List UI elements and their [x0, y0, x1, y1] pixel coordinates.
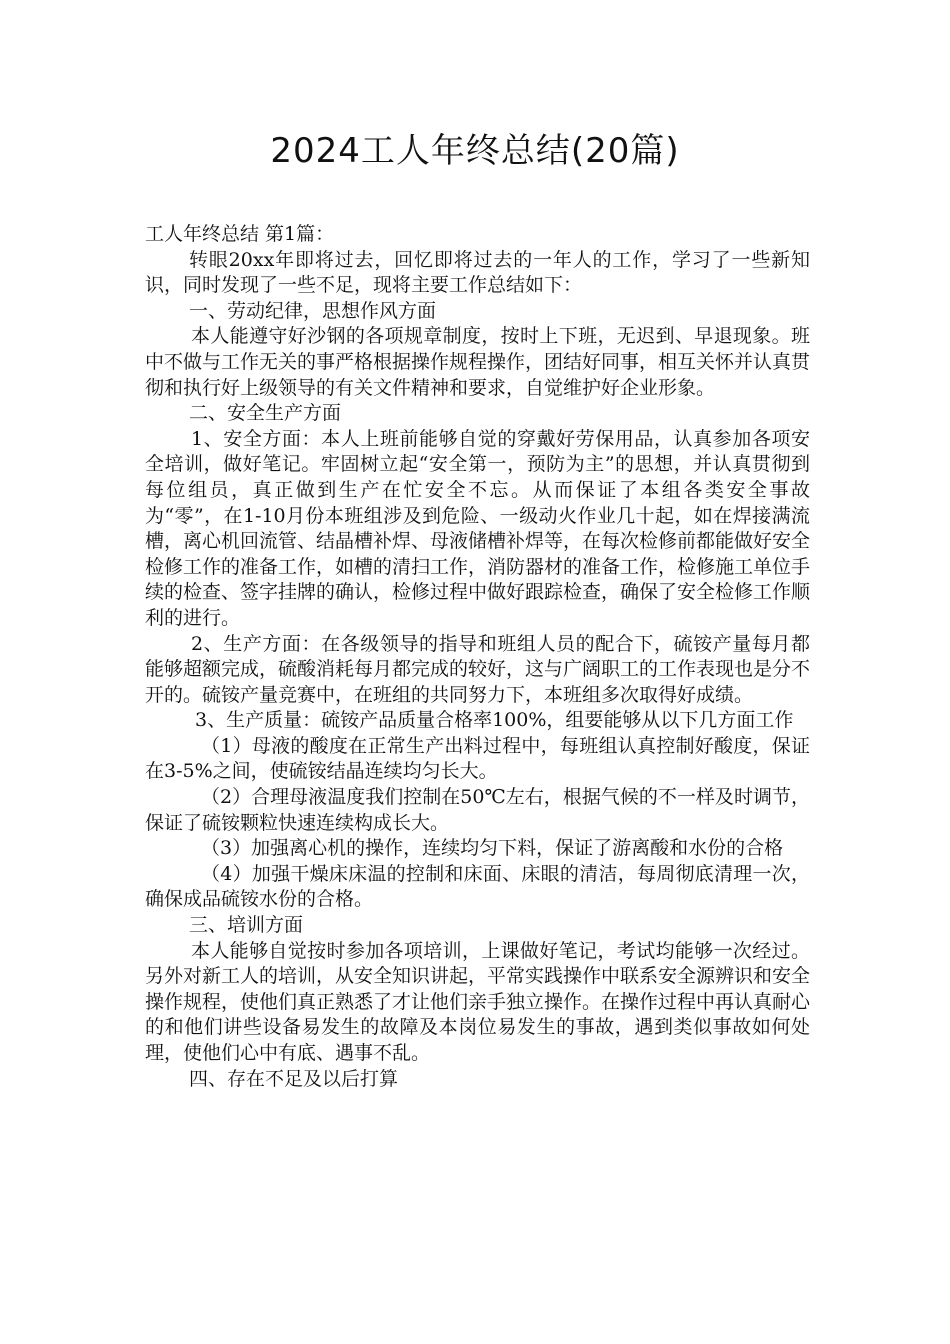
document-title: 2024工人年终总结(20篇)	[270, 131, 680, 171]
list-item: （2）合理母液温度我们控制在50℃左右，根据气候的不一样及时调节，保证了硫铵颗粒快速连续构成长大。	[145, 786, 810, 834]
document-body	[145, 222, 810, 1092]
body-paragraph: 1、安全方面：本人上班前能够自觉的穿戴好劳保用品，认真参加各项安全培训，做好笔记。牢固树立起“安全第一，预防为主”的思想，并认真贯彻到每位组员，真正做到生产在忙安全不忘。从而保证了本组各类安全事故为“零”，在1-10月份本班组涉及到危险、一级动火作业几十起，如在焊接满流槽，离心机回流管、结晶槽补焊、母液储槽补焊等，在每次检修前都能做好安全检修工作的准备工作，如槽的清扫工作，消防器材的准备工作，检修施工单位手续的检查、签字挂牌的确认，检修过程中做好跟踪检查，确保了安全检修工作顺利的进行。	[145, 427, 811, 629]
body-paragraph: 本人能够自觉按时参加各项培训，上课做好笔记，考试均能够一次经过。另外对新工人的培训，从安全知识讲起，平常实践操作中联系安全源辨识和安全操作规程，使他们真正熟悉了才让他们亲手独立操作。在操作过程中再认真耐心的和他们讲些设备易发生的故障及本岗位易发生的事故，遇到类似事故如何处理，使他们心中有底、遇事不乱。	[145, 939, 811, 1064]
list-item: （3）加强离心机的操作，连续均匀下料，保证了游离酸和水份的合格	[201, 837, 784, 860]
body-paragraph: 2、生产方面：在各级领导的指导和班组人员的配合下，硫铵产量每月都能够超额完成，硫酸消耗每月都完成的较好，这与广阔职工的工作表现也是分不开的。硫铵产量竞赛中，在班组的共同努力下，本班组多次取得好成绩。	[145, 632, 811, 706]
section-heading: 二、安全生产方面	[189, 402, 342, 425]
list-item: （4）加强干燥床床温的控制和床面、床眼的清洁，每周彻底清理一次，确保成品硫铵水份的合格。	[145, 862, 810, 911]
intro-paragraph: 转眼20xx年即将过去，回忆即将过去的一年人的工作，学习了一些新知识，同时发现了一些不足，现将主要工作总结如下：	[145, 248, 810, 297]
section-heading: 一、劳动纪律，思想作风方面	[189, 299, 437, 322]
section-heading: 三、培训方面	[189, 914, 304, 937]
body-paragraph: 3、生产质量：硫铵产品质量合格率100%，组要能够从以下几方面工作	[195, 709, 794, 732]
section-heading: 工人年终总结 第1篇：	[145, 223, 335, 245]
list-item: （1）母液的酸度在正常生产出料过程中，每班组认真控制好酸度，保证在3-5%之间，使硫铵结晶连续均匀长大。	[145, 734, 810, 783]
section-heading: 四、存在不足及以后打算	[189, 1067, 399, 1090]
body-paragraph: 本人能遵守好沙钢的各项规章制度，按时上下班，无迟到、早退现象。班中不做与工作无关的事严格根据操作规程操作，团结好同事，相互关怀并认真贯彻和执行好上级领导的有关文件精神和要求，自觉维护好企业形象。	[145, 325, 811, 399]
